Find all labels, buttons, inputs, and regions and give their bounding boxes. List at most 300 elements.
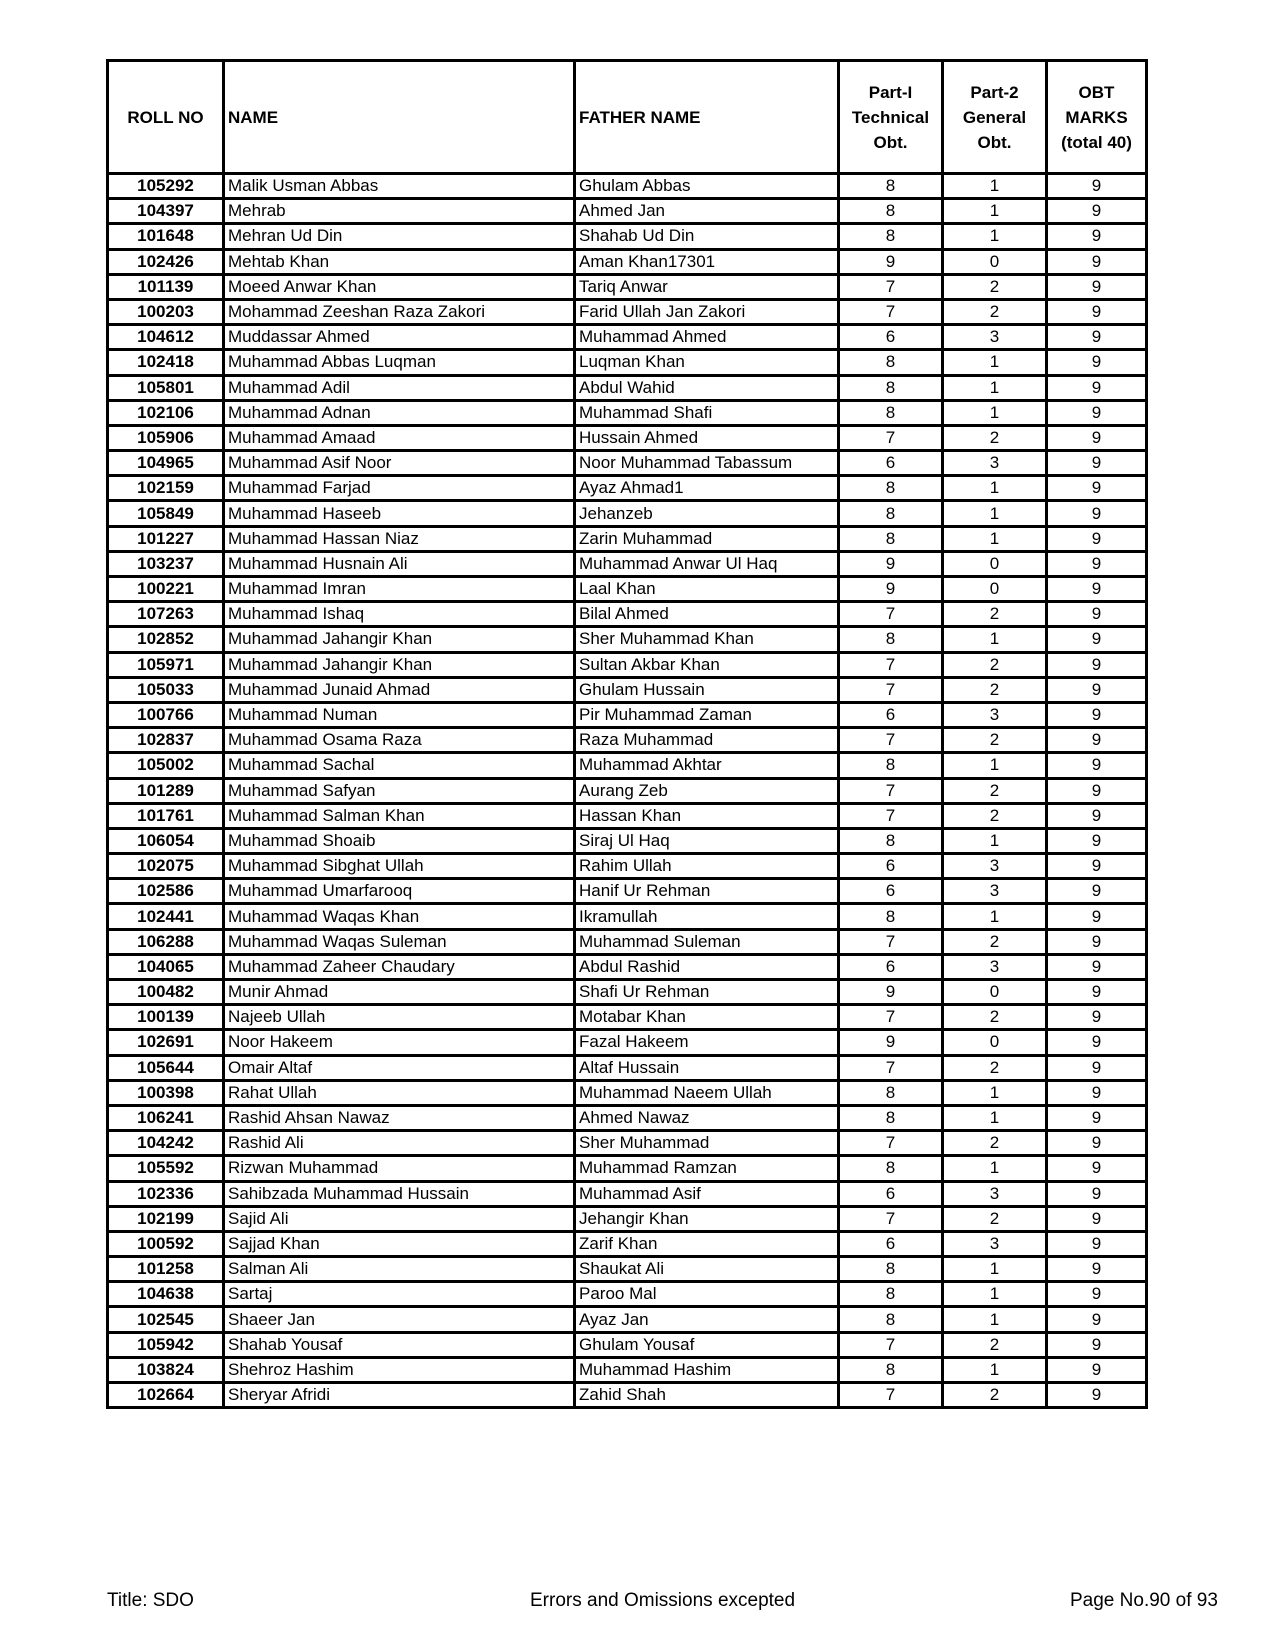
name-cell: Rahat Ullah (224, 1080, 575, 1105)
roll-no-cell: 104612 (108, 325, 224, 350)
obt-marks-cell: 9 (1047, 602, 1147, 627)
part2-score-cell: 3 (943, 325, 1047, 350)
obt-marks-cell: 9 (1047, 1307, 1147, 1332)
father-name-cell: Abdul Rashid (575, 954, 839, 979)
table-row (108, 854, 1147, 879)
part1-score-cell: 9 (839, 249, 943, 274)
father-name-cell: Raza Muhammad (575, 728, 839, 753)
father-name-cell: Abdul Wahid (575, 375, 839, 400)
table-row (108, 451, 1147, 476)
part1-score-cell: 7 (839, 299, 943, 324)
name-cell: Malik Usman Abbas (224, 174, 575, 199)
table-row (108, 274, 1147, 299)
father-name-cell: Aman Khan17301 (575, 249, 839, 274)
name-cell: Muhammad Husnain Ali (224, 551, 575, 576)
obt-marks-cell: 9 (1047, 803, 1147, 828)
table-row (108, 350, 1147, 375)
name-cell: Muhammad Sachal (224, 753, 575, 778)
header-line: Part-2 (970, 82, 1019, 102)
header-line: Technical (851, 107, 930, 127)
roll-no-cell: 102545 (108, 1307, 224, 1332)
roll-no-cell: 106288 (108, 929, 224, 954)
father-name-cell: Luqman Khan (575, 350, 839, 375)
part2-score-cell: 0 (943, 1030, 1047, 1055)
name-cell: Muhammad Asif Noor (224, 451, 575, 476)
part2-score-cell: 3 (943, 879, 1047, 904)
roll-no-cell: 104638 (108, 1282, 224, 1307)
obt-marks-cell: 9 (1047, 375, 1147, 400)
roll-no-cell: 102664 (108, 1383, 224, 1408)
roll-no-cell: 100766 (108, 702, 224, 727)
part2-score-cell: 2 (943, 1131, 1047, 1156)
part1-score-cell: 6 (839, 879, 943, 904)
part2-score-cell: 2 (943, 803, 1047, 828)
roll-no-cell: 106241 (108, 1105, 224, 1130)
obt-marks-cell: 9 (1047, 1383, 1147, 1408)
obt-marks-cell: 9 (1047, 1357, 1147, 1382)
part1-score-cell: 8 (839, 1105, 943, 1130)
obt-marks-cell: 9 (1047, 476, 1147, 501)
father-name-cell: Muhammad Suleman (575, 929, 839, 954)
table-row (108, 199, 1147, 224)
table-row (108, 299, 1147, 324)
name-cell: Muhammad Waqas Khan (224, 904, 575, 929)
part1-score-cell: 8 (839, 174, 943, 199)
obt-marks-cell: 9 (1047, 828, 1147, 853)
part1-score-cell: 7 (839, 1055, 943, 1080)
part1-score-cell: 8 (839, 828, 943, 853)
table-row (108, 249, 1147, 274)
obt-marks-cell: 9 (1047, 1055, 1147, 1080)
roll-no-cell: 105592 (108, 1156, 224, 1181)
roll-no-cell: 102418 (108, 350, 224, 375)
part2-score-cell: 3 (943, 451, 1047, 476)
part2-score-cell: 3 (943, 702, 1047, 727)
header-line: (total 40) (1061, 132, 1132, 152)
father-name-cell: Ghulam Hussain (575, 677, 839, 702)
obt-marks-cell: 9 (1047, 1105, 1147, 1130)
table-row (108, 828, 1147, 853)
table-row (108, 224, 1147, 249)
father-name-cell: Zarif Khan (575, 1231, 839, 1256)
name-cell: Muhammad Jahangir Khan (224, 652, 575, 677)
name-cell: Muhammad Amaad (224, 425, 575, 450)
footer-page-number: Page No.90 of 93 (1070, 1590, 1218, 1611)
table-row (108, 652, 1147, 677)
table-header-row (108, 61, 1147, 174)
part1-score-cell: 8 (839, 1156, 943, 1181)
roll-no-cell: 103237 (108, 551, 224, 576)
obt-marks-cell: 9 (1047, 854, 1147, 879)
table-row (108, 1156, 1147, 1181)
obt-marks-cell: 9 (1047, 249, 1147, 274)
roll-no-cell: 102837 (108, 728, 224, 753)
obt-marks-cell: 9 (1047, 1131, 1147, 1156)
table-row (108, 1231, 1147, 1256)
obt-marks-cell: 9 (1047, 1282, 1147, 1307)
name-cell: Rashid Ali (224, 1131, 575, 1156)
table-row (108, 1282, 1147, 1307)
roll-no-cell: 101761 (108, 803, 224, 828)
obt-marks-cell: 9 (1047, 652, 1147, 677)
part2-score-cell: 2 (943, 652, 1047, 677)
name-cell: Mehran Ud Din (224, 224, 575, 249)
name-cell: Muhammad Sibghat Ullah (224, 854, 575, 879)
part1-score-cell: 8 (839, 1357, 943, 1382)
name-cell: Munir Ahmad (224, 980, 575, 1005)
name-cell: Muhammad Zaheer Chaudary (224, 954, 575, 979)
father-name-cell: Ayaz Jan (575, 1307, 839, 1332)
table-row (108, 1131, 1147, 1156)
part2-score-cell: 1 (943, 1156, 1047, 1181)
part1-score-cell: 6 (839, 854, 943, 879)
roll-no-cell: 100139 (108, 1005, 224, 1030)
name-cell: Muhammad Hassan Niaz (224, 526, 575, 551)
name-cell: Muhammad Waqas Suleman (224, 929, 575, 954)
name-cell: Mohammad Zeeshan Raza Zakori (224, 299, 575, 324)
obt-marks-cell: 9 (1047, 728, 1147, 753)
obt-marks-cell: 9 (1047, 1080, 1147, 1105)
table-row (108, 1206, 1147, 1231)
table-row (108, 702, 1147, 727)
part1-score-cell: 8 (839, 1257, 943, 1282)
part2-score-cell: 1 (943, 904, 1047, 929)
header-line: OBT (1078, 82, 1115, 102)
part2-score-cell: 0 (943, 980, 1047, 1005)
part1-score-cell: 7 (839, 677, 943, 702)
father-name-cell: Sher Muhammad (575, 1131, 839, 1156)
obt-marks-cell: 9 (1047, 350, 1147, 375)
roll-no-cell: 102426 (108, 249, 224, 274)
part1-score-cell: 8 (839, 627, 943, 652)
name-cell: Mehtab Khan (224, 249, 575, 274)
father-name-cell: Shahab Ud Din (575, 224, 839, 249)
part2-score-cell: 1 (943, 1080, 1047, 1105)
part1-score-cell: 8 (839, 1307, 943, 1332)
table-row (108, 1005, 1147, 1030)
part2-score-cell: 0 (943, 249, 1047, 274)
father-name-cell: Muhammad Akhtar (575, 753, 839, 778)
header-obt-marks (1047, 61, 1147, 174)
name-cell: Muhammad Umarfarooq (224, 879, 575, 904)
name-cell: Rizwan Muhammad (224, 1156, 575, 1181)
part2-score-cell: 2 (943, 1005, 1047, 1030)
obt-marks-cell: 9 (1047, 929, 1147, 954)
obt-marks-cell: 9 (1047, 501, 1147, 526)
obt-marks-cell: 9 (1047, 526, 1147, 551)
table-row (108, 526, 1147, 551)
roll-no-cell: 105971 (108, 652, 224, 677)
obt-marks-cell: 9 (1047, 879, 1147, 904)
part2-score-cell: 1 (943, 174, 1047, 199)
roll-no-cell: 105849 (108, 501, 224, 526)
part1-score-cell: 8 (839, 1080, 943, 1105)
roll-no-cell: 102159 (108, 476, 224, 501)
father-name-cell: Zarin Muhammad (575, 526, 839, 551)
part1-score-cell: 6 (839, 954, 943, 979)
header-part1-technical (839, 61, 943, 174)
table-row (108, 1307, 1147, 1332)
part1-score-cell: 7 (839, 929, 943, 954)
part1-score-cell: 8 (839, 476, 943, 501)
part1-score-cell: 7 (839, 652, 943, 677)
obt-marks-cell: 9 (1047, 1030, 1147, 1055)
header-part2-general (943, 61, 1047, 174)
header-line: Obt. (873, 132, 908, 152)
part1-score-cell: 6 (839, 702, 943, 727)
table-row (108, 677, 1147, 702)
table-row (108, 627, 1147, 652)
father-name-cell: Jehangir Khan (575, 1206, 839, 1231)
father-name-cell: Bilal Ahmed (575, 602, 839, 627)
table-row (108, 1030, 1147, 1055)
name-cell: Muhammad Salman Khan (224, 803, 575, 828)
table-row (108, 501, 1147, 526)
roll-no-cell: 105906 (108, 425, 224, 450)
obt-marks-cell: 9 (1047, 1206, 1147, 1231)
table-row (108, 577, 1147, 602)
part1-score-cell: 7 (839, 425, 943, 450)
name-cell: Muhammad Adnan (224, 400, 575, 425)
obt-marks-cell: 9 (1047, 551, 1147, 576)
obt-marks-cell: 9 (1047, 400, 1147, 425)
part1-score-cell: 6 (839, 451, 943, 476)
father-name-cell: Shaukat Ali (575, 1257, 839, 1282)
part2-score-cell: 3 (943, 1231, 1047, 1256)
obt-marks-cell: 9 (1047, 325, 1147, 350)
roll-no-cell: 102586 (108, 879, 224, 904)
name-cell: Muddassar Ahmed (224, 325, 575, 350)
part1-score-cell: 8 (839, 375, 943, 400)
father-name-cell: Laal Khan (575, 577, 839, 602)
obt-marks-cell: 9 (1047, 174, 1147, 199)
table-row (108, 325, 1147, 350)
name-cell: Salman Ali (224, 1257, 575, 1282)
name-cell: Muhammad Shoaib (224, 828, 575, 853)
part1-score-cell: 7 (839, 1131, 943, 1156)
roll-no-cell: 101648 (108, 224, 224, 249)
part1-score-cell: 6 (839, 325, 943, 350)
footer-disclaimer: Errors and Omissions excepted (530, 1590, 796, 1611)
part2-score-cell: 2 (943, 728, 1047, 753)
father-name-cell: Sultan Akbar Khan (575, 652, 839, 677)
roll-no-cell: 107263 (108, 602, 224, 627)
part2-score-cell: 1 (943, 350, 1047, 375)
part1-score-cell: 7 (839, 274, 943, 299)
roll-no-cell: 105644 (108, 1055, 224, 1080)
name-cell: Muhammad Ishaq (224, 602, 575, 627)
roll-no-cell: 100203 (108, 299, 224, 324)
name-cell: Muhammad Farjad (224, 476, 575, 501)
table-row (108, 551, 1147, 576)
part2-score-cell: 0 (943, 551, 1047, 576)
obt-marks-cell: 9 (1047, 1005, 1147, 1030)
part1-score-cell: 8 (839, 1282, 943, 1307)
part1-score-cell: 8 (839, 224, 943, 249)
roll-no-cell: 104965 (108, 451, 224, 476)
father-name-cell: Tariq Anwar (575, 274, 839, 299)
part2-score-cell: 2 (943, 1055, 1047, 1080)
part1-score-cell: 7 (839, 1206, 943, 1231)
father-name-cell: Muhammad Hashim (575, 1357, 839, 1382)
roll-no-cell: 105292 (108, 174, 224, 199)
roll-no-cell: 101258 (108, 1257, 224, 1282)
results-table (106, 59, 1148, 1409)
obt-marks-cell: 9 (1047, 677, 1147, 702)
table-row (108, 1383, 1147, 1408)
father-name-cell: Motabar Khan (575, 1005, 839, 1030)
part1-score-cell: 7 (839, 602, 943, 627)
table-row (108, 803, 1147, 828)
roll-no-cell: 105942 (108, 1332, 224, 1357)
name-cell: Sartaj (224, 1282, 575, 1307)
roll-no-cell: 102075 (108, 854, 224, 879)
obt-marks-cell: 9 (1047, 199, 1147, 224)
part2-score-cell: 2 (943, 274, 1047, 299)
part1-score-cell: 8 (839, 904, 943, 929)
father-name-cell: Hassan Khan (575, 803, 839, 828)
father-name-cell: Ahmed Nawaz (575, 1105, 839, 1130)
roll-no-cell: 104242 (108, 1131, 224, 1156)
part2-score-cell: 1 (943, 1282, 1047, 1307)
roll-no-cell: 101289 (108, 778, 224, 803)
name-cell: Muhammad Adil (224, 375, 575, 400)
header-line: MARKS (1065, 107, 1128, 127)
roll-no-cell: 102441 (108, 904, 224, 929)
name-cell: Muhammad Abbas Luqman (224, 350, 575, 375)
father-name-cell: Aurang Zeb (575, 778, 839, 803)
part1-score-cell: 7 (839, 803, 943, 828)
table-row (108, 980, 1147, 1005)
father-name-cell: Fazal Hakeem (575, 1030, 839, 1055)
name-cell: Rashid Ahsan Nawaz (224, 1105, 575, 1130)
part2-score-cell: 3 (943, 854, 1047, 879)
header-name: NAME (224, 61, 575, 174)
table-row (108, 425, 1147, 450)
name-cell: Muhammad Osama Raza (224, 728, 575, 753)
obt-marks-cell: 9 (1047, 425, 1147, 450)
father-name-cell: Muhammad Ahmed (575, 325, 839, 350)
father-name-cell: Shafi Ur Rehman (575, 980, 839, 1005)
name-cell: Shehroz Hashim (224, 1357, 575, 1382)
father-name-cell: Paroo Mal (575, 1282, 839, 1307)
father-name-cell: Hussain Ahmed (575, 425, 839, 450)
part1-score-cell: 8 (839, 350, 943, 375)
name-cell: Mehrab (224, 199, 575, 224)
part2-score-cell: 1 (943, 627, 1047, 652)
roll-no-cell: 104397 (108, 199, 224, 224)
part2-score-cell: 1 (943, 400, 1047, 425)
header-father-name: FATHER NAME (575, 61, 839, 174)
roll-no-cell: 100482 (108, 980, 224, 1005)
table-row (108, 400, 1147, 425)
table-row (108, 1080, 1147, 1105)
part2-score-cell: 1 (943, 828, 1047, 853)
table-row (108, 174, 1147, 199)
obt-marks-cell: 9 (1047, 702, 1147, 727)
obt-marks-cell: 9 (1047, 577, 1147, 602)
part2-score-cell: 1 (943, 476, 1047, 501)
father-name-cell: Jehanzeb (575, 501, 839, 526)
name-cell: Muhammad Numan (224, 702, 575, 727)
roll-no-cell: 102691 (108, 1030, 224, 1055)
part1-score-cell: 9 (839, 980, 943, 1005)
roll-no-cell: 100592 (108, 1231, 224, 1256)
obt-marks-cell: 9 (1047, 1257, 1147, 1282)
father-name-cell: Muhammad Ramzan (575, 1156, 839, 1181)
part1-score-cell: 7 (839, 1383, 943, 1408)
part2-score-cell: 2 (943, 1206, 1047, 1231)
father-name-cell: Farid Ullah Jan Zakori (575, 299, 839, 324)
father-name-cell: Muhammad Shafi (575, 400, 839, 425)
name-cell: Noor Hakeem (224, 1030, 575, 1055)
father-name-cell: Muhammad Asif (575, 1181, 839, 1206)
obt-marks-cell: 9 (1047, 1332, 1147, 1357)
part2-score-cell: 1 (943, 526, 1047, 551)
part2-score-cell: 1 (943, 501, 1047, 526)
roll-no-cell: 103824 (108, 1357, 224, 1382)
father-name-cell: Ayaz Ahmad1 (575, 476, 839, 501)
obt-marks-cell: 9 (1047, 954, 1147, 979)
obt-marks-cell: 9 (1047, 274, 1147, 299)
father-name-cell: Siraj Ul Haq (575, 828, 839, 853)
obt-marks-cell: 9 (1047, 224, 1147, 249)
part1-score-cell: 9 (839, 551, 943, 576)
name-cell: Shaeer Jan (224, 1307, 575, 1332)
table-body (108, 174, 1147, 1408)
table-row (108, 954, 1147, 979)
roll-no-cell: 102852 (108, 627, 224, 652)
part2-score-cell: 1 (943, 1307, 1047, 1332)
part2-score-cell: 1 (943, 1357, 1047, 1382)
part2-score-cell: 3 (943, 954, 1047, 979)
header-roll-no: ROLL NO (108, 61, 224, 174)
name-cell: Najeeb Ullah (224, 1005, 575, 1030)
part1-score-cell: 9 (839, 1030, 943, 1055)
part1-score-cell: 9 (839, 577, 943, 602)
header-line: Obt. (977, 132, 1012, 152)
roll-no-cell: 105801 (108, 375, 224, 400)
roll-no-cell: 100398 (108, 1080, 224, 1105)
part1-score-cell: 8 (839, 400, 943, 425)
table-row (108, 476, 1147, 501)
obt-marks-cell: 9 (1047, 904, 1147, 929)
part1-score-cell: 8 (839, 199, 943, 224)
name-cell: Muhammad Jahangir Khan (224, 627, 575, 652)
name-cell: Muhammad Imran (224, 577, 575, 602)
part1-score-cell: 8 (839, 753, 943, 778)
obt-marks-cell: 9 (1047, 299, 1147, 324)
table-row (108, 904, 1147, 929)
table-row (108, 929, 1147, 954)
name-cell: Muhammad Haseeb (224, 501, 575, 526)
father-name-cell: Altaf Hussain (575, 1055, 839, 1080)
part2-score-cell: 1 (943, 1105, 1047, 1130)
roll-no-cell: 100221 (108, 577, 224, 602)
obt-marks-cell: 9 (1047, 451, 1147, 476)
part2-score-cell: 3 (943, 1181, 1047, 1206)
name-cell: Sahibzada Muhammad Hussain (224, 1181, 575, 1206)
part2-score-cell: 2 (943, 299, 1047, 324)
part2-score-cell: 2 (943, 1332, 1047, 1357)
part1-score-cell: 6 (839, 1231, 943, 1256)
father-name-cell: Sher Muhammad Khan (575, 627, 839, 652)
part2-score-cell: 1 (943, 753, 1047, 778)
obt-marks-cell: 9 (1047, 980, 1147, 1005)
table-row (108, 602, 1147, 627)
name-cell: Shahab Yousaf (224, 1332, 575, 1357)
roll-no-cell: 104065 (108, 954, 224, 979)
